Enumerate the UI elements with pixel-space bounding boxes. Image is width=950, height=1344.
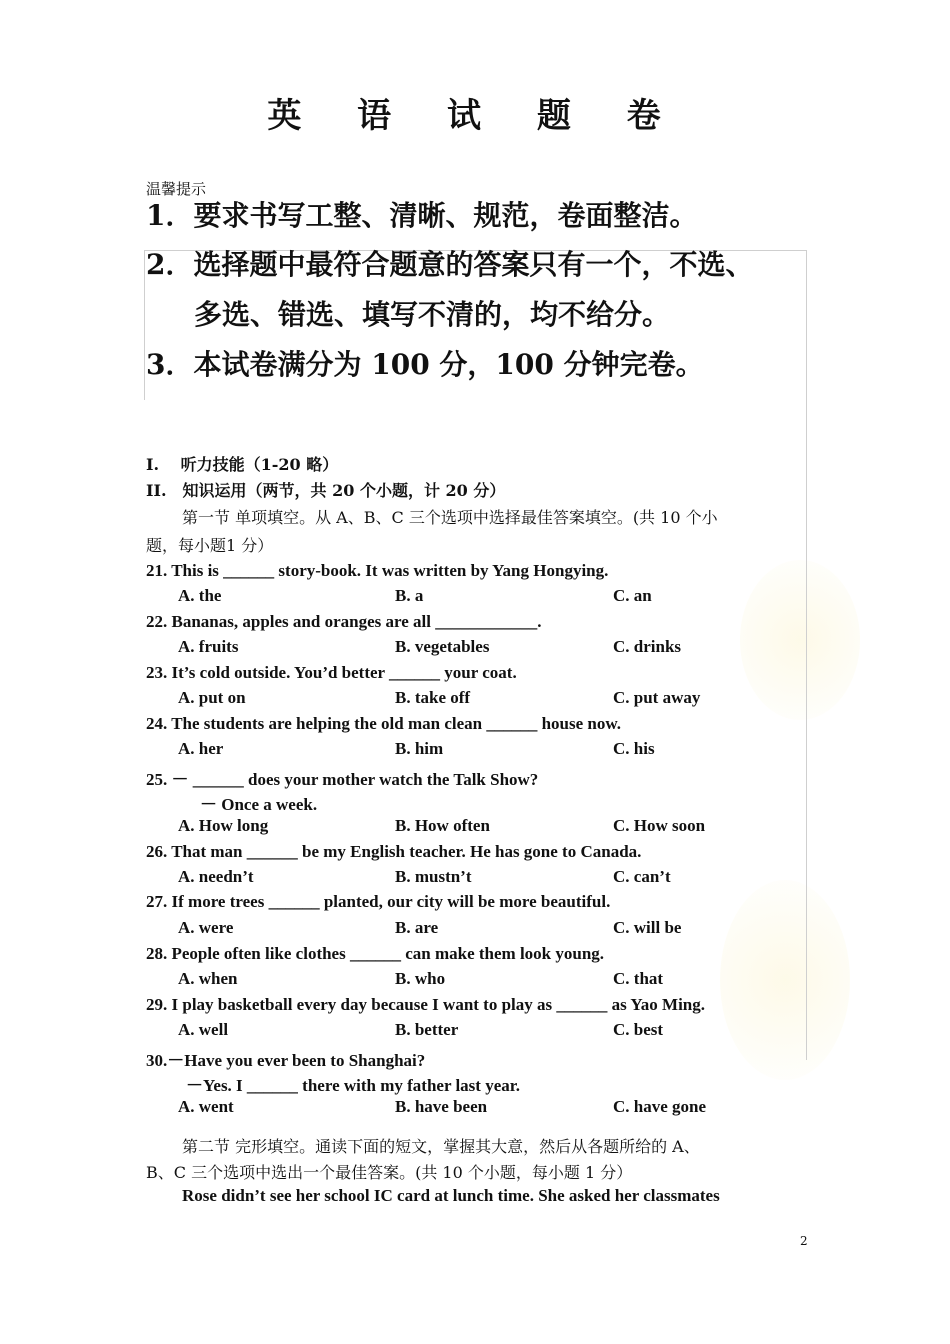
q25-option-b: B. How often (395, 816, 490, 835)
q26-option-a: A. needn’t (178, 867, 254, 886)
q22-option-b: B. vegetables (395, 637, 490, 656)
q21-option-a: A. the (178, 586, 222, 605)
question-30: 30.－Have you ever been to Shanghai? (146, 1051, 426, 1070)
part1-instruction-cont: 题，每小题1 分） (146, 536, 274, 555)
question-26: 26. That man ______ be my English teacher. He has gone to Canada. (146, 842, 642, 861)
frame-right-line (806, 250, 807, 1060)
tip-item-2: 2．选择题中最符合题意的答案只有一个，不选、 (146, 248, 754, 281)
question-30-reply: －Yes. I ______ there with my father last year. (186, 1076, 520, 1095)
question-29: 29. I play basketball every day because I want to play as ______ as Yao Ming. (146, 995, 705, 1014)
part2-instruction-cont: B、C 三个选项中选出一个最佳答案。(共 10 个小题，每小题 1 分） (146, 1163, 633, 1182)
q26-option-b: B. mustn’t (395, 867, 472, 886)
q30-option-b: B. have been (395, 1097, 488, 1116)
frame-left-line (144, 250, 145, 400)
page-title: 英 语 试 题 卷 (267, 96, 683, 136)
q23-option-a: A. put on (178, 688, 246, 707)
section-1-heading: I. 听力技能（1-20 略） (146, 455, 339, 474)
q23-option-c: C. put away (613, 688, 701, 707)
paper-stain (740, 560, 860, 720)
q25-option-a: A. How long (178, 816, 269, 835)
q29-option-b: B. better (395, 1020, 459, 1039)
q22-option-c: C. drinks (613, 637, 682, 656)
page-number: 2 (800, 1234, 808, 1248)
q27-option-b: B. are (395, 918, 439, 937)
question-24: 24. The students are helping the old man clean ______ house now. (146, 714, 621, 733)
question-23: 23. It’s cold outside. You’d better ______ your coat. (146, 663, 517, 682)
question-25: 25. － ______ does your mother watch the Talk Show? (146, 770, 539, 789)
question-22: 22. Bananas, apples and oranges are all ____________. (146, 612, 542, 631)
q28-option-a: A. when (178, 969, 238, 988)
q25-option-c: C. How soon (613, 816, 706, 835)
question-27: 27. If more trees ______ planted, our city will be more beautiful. (146, 892, 611, 911)
tips-heading: 温馨提示 (146, 180, 207, 198)
paper-stain (720, 880, 850, 1080)
part2-instruction: 第二节 完形填空。通读下面的短文，掌握其大意，然后从各题所给的 A、 (182, 1137, 700, 1156)
q26-option-c: C. can’t (613, 867, 671, 886)
q30-option-c: C. have gone (613, 1097, 707, 1116)
q28-option-b: B. who (395, 969, 446, 988)
q27-option-c: C. will be (613, 918, 682, 937)
q29-option-c: C. best (613, 1020, 664, 1039)
q28-option-c: C. that (613, 969, 664, 988)
section-2-heading: II. 知识运用（两节，共 20 个小题，计 20 分） (146, 481, 506, 500)
question-28: 28. People often like clothes ______ can make them look young. (146, 944, 605, 963)
q24-option-c: C. his (613, 739, 655, 758)
question-25-reply: － Once a week. (200, 795, 318, 814)
q24-option-b: B. him (395, 739, 444, 758)
q21-option-b: B. a (395, 586, 424, 605)
part1-instruction: 第一节 单项填空。从 A、B、C 三个选项中选择最佳答案填空。(共 10 个小 (182, 508, 718, 527)
q27-option-a: A. were (178, 918, 234, 937)
q22-option-a: A. fruits (178, 637, 239, 656)
q24-option-a: A. her (178, 739, 224, 758)
cloze-passage-start: Rose didn’t see her school IC card at lunch time. She asked her classmates (182, 1186, 720, 1205)
tip-item-2-cont: 多选、错选、填写不清的，均不给分。 (194, 298, 671, 331)
q21-option-c: C. an (613, 586, 652, 605)
q29-option-a: A. well (178, 1020, 229, 1039)
tip-item-3: 3．本试卷满分为 100 分，100 分钟完卷。 (146, 348, 704, 381)
q23-option-b: B. take off (395, 688, 471, 707)
question-21: 21. This is ______ story-book. It was written by Yang Hongying. (146, 561, 609, 580)
tip-item-1: 1．要求书写工整、清晰、规范，卷面整洁。 (146, 199, 698, 232)
q30-option-a: A. went (178, 1097, 234, 1116)
